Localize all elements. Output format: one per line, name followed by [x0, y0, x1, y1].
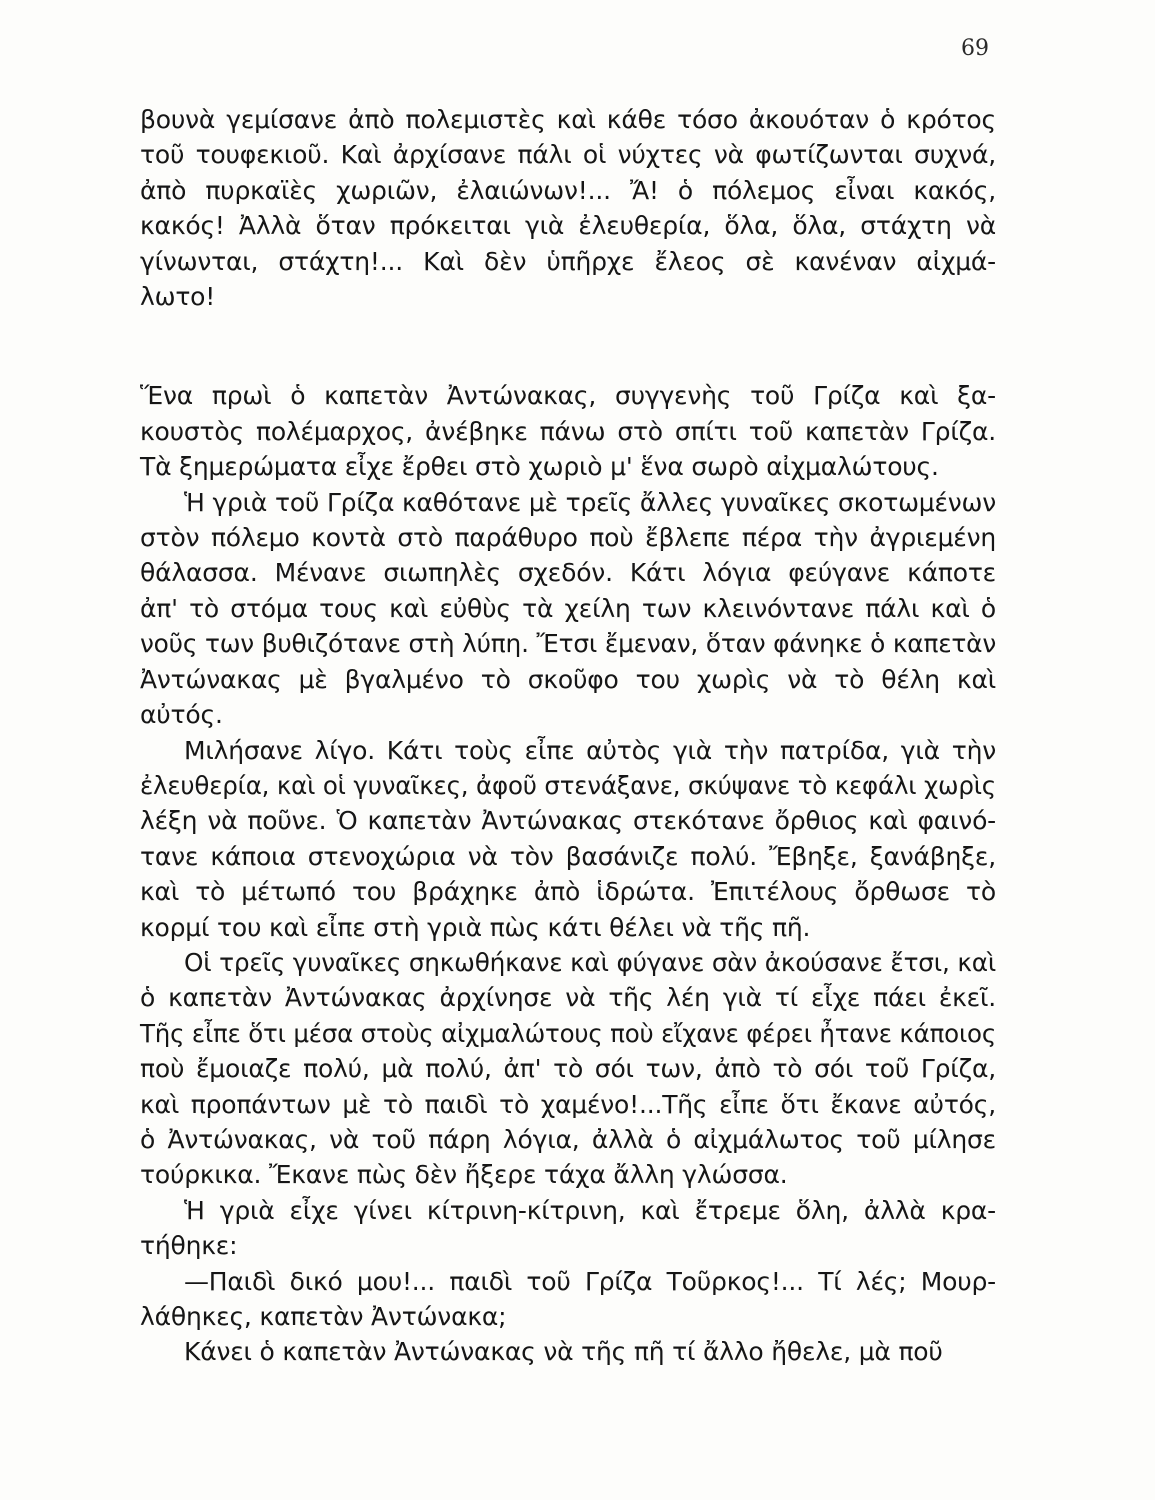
paragraph: [140, 485, 996, 733]
text-line: Ἕνα πρωὶ ὁ καπετὰν Ἀντώνακας, συγγενὴς τοῦ Γρίζα καὶ ξα-: [140, 381, 996, 411]
text-line: —Παιδὶ δικό μου!... παιδὶ τοῦ Γρίζα Τοῦρκος!... Τί λές; Μουρ-: [184, 1266, 996, 1296]
paragraph: [140, 733, 996, 945]
text-line: βουνὰ γεμίσανε ἀπὸ πολεμιστὲς καὶ κάθε τόσο ἀκουόταν ὁ κρότος: [140, 105, 996, 134]
paragraph: [140, 1193, 996, 1264]
paragraph: [140, 378, 996, 484]
text-line: στὸν πόλεμο κοντὰ στὸ παράθυρο ποὺ ἔβλεπε πέρα τὴν ἀγριεμένη: [140, 523, 996, 553]
text-line: ἐλευθερία, καὶ οἱ γυναῖκες, ἀφοῦ στενάξανε, σκύψανε τὸ κεφάλι χωρὶς: [140, 770, 996, 800]
paragraph: [140, 1264, 996, 1335]
paragraph: [140, 1334, 996, 1369]
paragraph: [140, 102, 996, 314]
text-line: καὶ προπάντων μὲ τὸ παιδὶ τὸ χαμένο!...Τῆς εἶπε ὅτι ἔκανε αὐτός,: [140, 1089, 996, 1119]
text-line: ὁ καπετὰν Ἀντώνακας ἀρχίνησε νὰ τῆς λέη γιὰ τί εἶχε πάει ἐκεῖ.: [140, 983, 996, 1013]
text-line: Ἡ γριὰ τοῦ Γρίζα καθότανε μὲ τρεῖς ἄλλες γυναῖκες σκοτωμένων: [184, 487, 996, 517]
text-line: Μιλήσανε λίγο. Κάτι τοὺς εἶπε αὐτὸς γιὰ τὴν πατρίδα, γιὰ τὴν: [184, 735, 996, 765]
text-line: ἀπ' τὸ στόμα τους καὶ εὐθὺς τὰ χείλη των κλεινόντανε πάλι καὶ ὁ: [140, 593, 996, 623]
text-line: ὁ Ἀντώνακας, νὰ τοῦ πάρη λόγια, ἀλλὰ ὁ αἰχμάλωτος τοῦ μίλησε: [140, 1124, 996, 1154]
text-line: θάλασσα. Μένανε σιωπηλὲς σχεδόν. Κάτι λόγια φεύγανε κάποτε: [140, 558, 996, 588]
text-line: καὶ τὸ μέτωπό του βράχηκε ἀπὸ ἱδρώτα. Ἐπιτέλους ὄρθωσε τὸ: [140, 877, 996, 907]
paragraph: [140, 945, 996, 1193]
text-line: νοῦς των βυθιζότανε στὴ λύπη. Ἔτσι ἔμεναν, ὅταν φάνηκε ὁ καπετὰν: [140, 629, 996, 659]
text-line: τήθηκε:: [140, 1231, 238, 1261]
text-line: τανε κάποια στενοχώρια νὰ τὸν βασάνιζε πολύ. Ἔβηξε, ξανάβηξε,: [140, 841, 996, 871]
text-line: Τῆς εἶπε ὅτι μέσα στοὺς αἰχμαλώτους ποὺ εἴχανε φέρει ἦτανε κάποιος: [140, 1018, 996, 1048]
text-line: Κάνει ὁ καπετὰν Ἀντώνακας νὰ τῆς πῆ τί ἄλλο ἤθελε, μὰ ποῦ: [184, 1337, 943, 1367]
text-line: Ἡ γριὰ εἶχε γίνει κίτρινη-κίτρινη, καὶ ἔτρεμε ὅλη, ἀλλὰ κρα-: [184, 1195, 996, 1225]
body-text: [140, 102, 996, 1370]
text-line: κακός! Ἀλλὰ ὅταν πρόκειται γιὰ ἐλευθερία, ὅλα, ὅλα, στάχτη νὰ: [140, 211, 996, 241]
text-line: Οἱ τρεῖς γυναῖκες σηκωθήκανε καὶ φύγανε σὰν ἀκούσανε ἔτσι, καὶ: [184, 947, 996, 977]
text-line: λάθηκες, καπετὰν Ἀντώνακα;: [140, 1302, 507, 1331]
text-line: κουστὸς πολέμαρχος, ἀνέβηκε πάνω στὸ σπίτι τοῦ καπετὰν Γρίζα.: [140, 416, 996, 446]
page-number: 69: [961, 36, 989, 61]
text-line: αὐτός.: [140, 700, 223, 730]
text-line: τούρκικα. Ἔκανε πὼς δὲν ἤξερε τάχα ἄλλη γλώσσα.: [140, 1160, 788, 1190]
text-line: γίνωνται, στάχτη!... Καὶ δὲν ὑπῆρχε ἔλεος σὲ κανέναν αἰχμά-: [140, 246, 996, 276]
text-line: Τὰ ξημερώματα εἶχε ἔρθει στὸ χωριὸ μ' ἕνα σωρὸ αἰχμαλώτους.: [140, 452, 939, 482]
text-line: τοῦ τουφεκιοῦ. Καὶ ἀρχίσανε πάλι οἱ νύχτες νὰ φωτίζωνται συχνά,: [140, 140, 996, 170]
text-line: λέξη νὰ ποῦνε. Ὁ καπετὰν Ἀντώνακας στεκότανε ὄρθιος καὶ φαινό-: [140, 806, 996, 836]
text-line: λωτο!: [140, 282, 216, 312]
text-line: ἀπὸ πυρκαϊὲς χωριῶν, ἐλαιώνων!... Ἄ! ὁ πόλεμος εἶναι κακός,: [140, 175, 996, 205]
text-line: κορμί του καὶ εἶπε στὴ γριὰ πὼς κάτι θέλει νὰ τῆς πῆ.: [140, 912, 811, 942]
text-line: Ἀντώνακας μὲ βγαλμένο τὸ σκοῦφο του χωρὶς νὰ τὸ θέλη καὶ: [140, 664, 996, 694]
text-line: ποὺ ἔμοιαζε πολύ, μὰ πολύ, ἀπ' τὸ σόι των, ἀπὸ τὸ σόι τοῦ Γρίζα,: [140, 1054, 996, 1084]
